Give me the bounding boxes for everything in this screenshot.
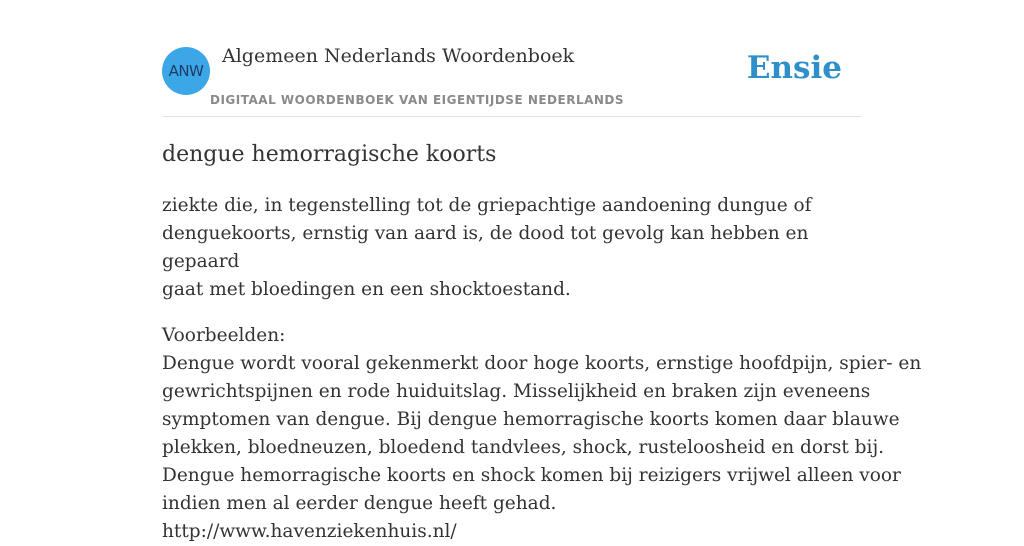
anw-logo[interactable]: ANW	[162, 47, 210, 95]
entry-term: dengue hemorragische koorts	[162, 142, 497, 167]
definition-line: denguekoorts, ernstig van aard is, de dood tot gevolg kan hebben en gepaard	[162, 223, 809, 272]
site-subtitle: DIGITAAL WOORDENBOEK VAN EIGENTIJDSE NEDERLANDS	[210, 93, 625, 107]
site-title[interactable]: Algemeen Nederlands Woordenboek	[222, 45, 575, 67]
definition-line: ziekte die, in tegenstelling tot de griepachtige aandoening dungue of	[162, 195, 812, 216]
source-link[interactable]: http://www.havenziekenhuis.nl/	[162, 521, 457, 542]
entry-content	[162, 140, 922, 546]
example-line: plekken, bloedneuzen, bloedend tandvlees, shock, rusteloosheid en dorst bij.	[162, 437, 885, 458]
entry-examples	[162, 322, 922, 546]
ensie-brand-link[interactable]: Ensie	[746, 50, 842, 86]
example-line: Dengue wordt vooral gekenmerkt door hoge koorts, ernstige hoofdpijn, spier- en	[162, 353, 922, 374]
example-line: indien men al eerder dengue heeft gehad.	[162, 493, 557, 514]
entry-definition	[162, 192, 862, 304]
definition-line: gaat met bloedingen en een shocktoestand.	[162, 279, 571, 300]
examples-label: Voorbeelden:	[162, 325, 286, 346]
example-line: gewrichtspijnen en rode huiduitslag. Misselijkheid en braken zijn eveneens	[162, 381, 871, 402]
example-line: symptomen van dengue. Bij dengue hemorragische koorts komen daar blauwe	[162, 409, 900, 430]
header	[162, 0, 862, 117]
example-line: Dengue hemorragische koorts en shock komen bij reizigers vrijwel alleen voor	[162, 465, 901, 486]
